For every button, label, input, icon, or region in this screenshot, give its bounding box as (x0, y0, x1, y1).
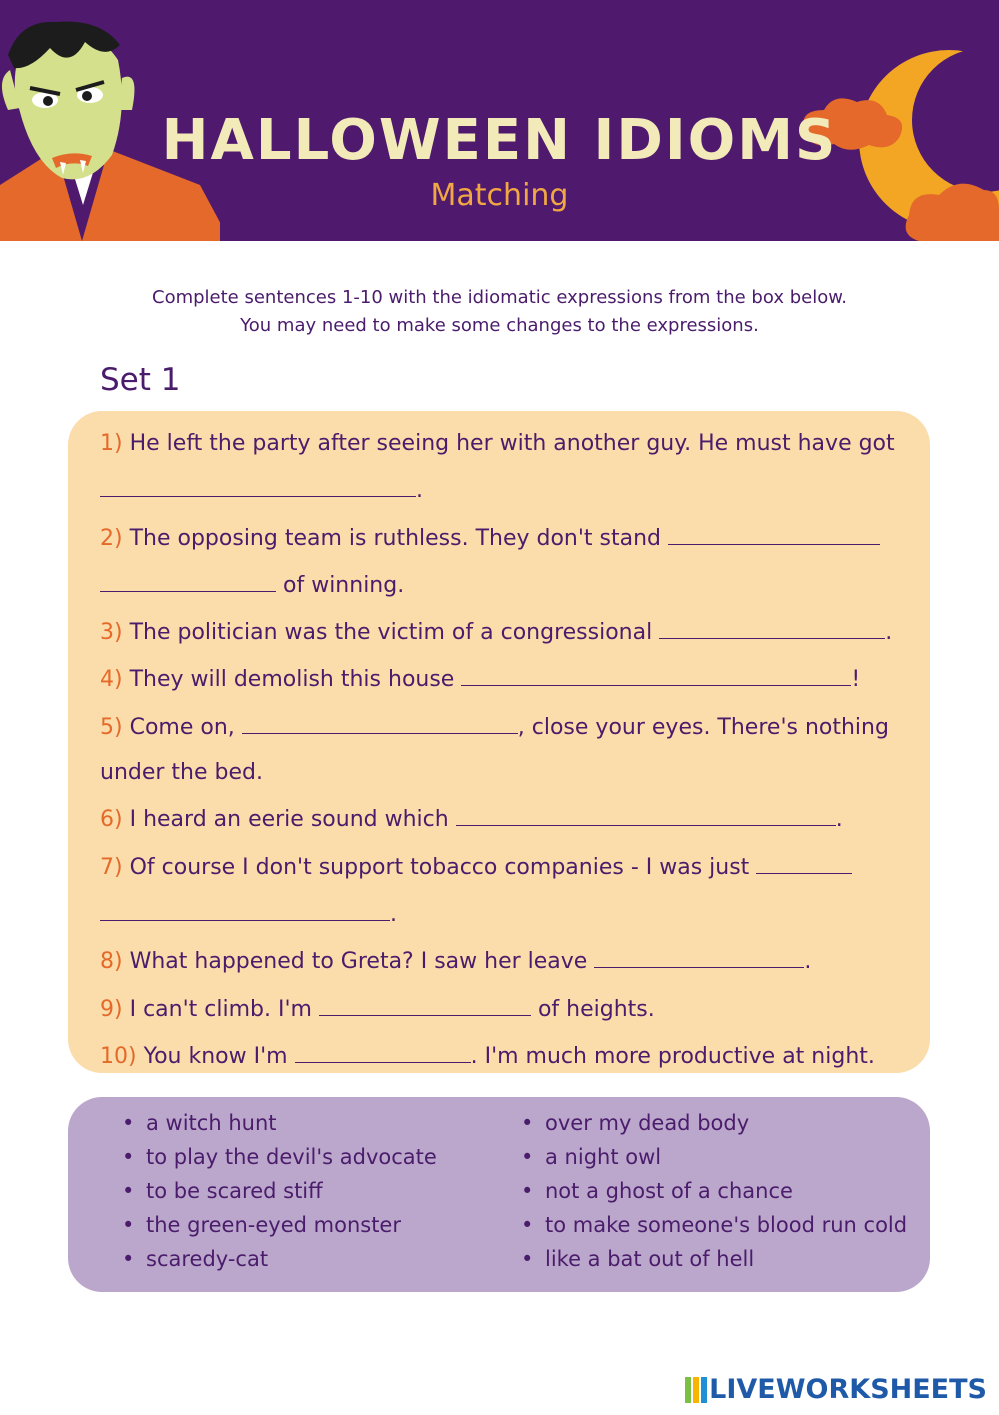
expression-item: • to be scared stiff (122, 1174, 437, 1208)
answer-blank-2-continued[interactable] (100, 561, 276, 592)
page-subtitle: Matching (430, 178, 569, 213)
expressions-list-left (122, 1106, 437, 1276)
brand-name: LIVEWORKSHEETS (709, 1374, 987, 1405)
sentence-text: Come on, (129, 714, 235, 740)
sentence-text: They will demolish this house (129, 667, 455, 693)
answer-blank-4[interactable] (461, 655, 851, 686)
sentence-10 (100, 1032, 900, 1079)
sentence-1 (100, 421, 900, 514)
sentence-number: 6) (100, 807, 123, 833)
sentence-text: . I'm much more productive at night. (470, 1043, 875, 1069)
expression-item: • scaredy-cat (122, 1242, 437, 1276)
page-title: HALLOWEEN IDIOMS (161, 108, 838, 173)
sentence-number: 5) (100, 714, 123, 740)
expression-item: • to play the devil's advocate (122, 1140, 437, 1174)
sentence-text: of winning. (283, 572, 405, 598)
answer-blank-10[interactable] (295, 1032, 471, 1063)
sentence-text: ! (851, 667, 861, 693)
answer-blank-6[interactable] (456, 795, 836, 826)
expression-item: • a witch hunt (122, 1106, 437, 1140)
set-title: Set 1 (100, 362, 181, 398)
sentence-number: 10) (100, 1043, 137, 1069)
sentence-number: 4) (100, 667, 123, 693)
sentence-3 (100, 608, 900, 655)
sentence-text: You know I'm (143, 1043, 288, 1069)
sentences-list (100, 421, 900, 1079)
sentence-9 (100, 985, 900, 1032)
sentence-text: Of course I don't support tobacco companies - I was just (129, 854, 750, 880)
expression-item: • not a ghost of a chance (521, 1174, 907, 1208)
expression-item: • over my dead body (521, 1106, 907, 1140)
sentence-text: The politician was the victim of a congressional (129, 620, 653, 646)
sentence-6 (100, 795, 900, 842)
answer-blank-9[interactable] (319, 985, 531, 1016)
sentence-text: He left the party after seeing her with another guy. He must have got (129, 431, 895, 456)
sentence-text: I can't climb. I'm (129, 996, 312, 1022)
answer-blank-7[interactable] (756, 843, 852, 874)
expressions-list-right (521, 1106, 907, 1276)
instructions (0, 284, 999, 340)
sentence-text: . (390, 901, 397, 927)
answer-blank-3[interactable] (659, 608, 885, 639)
answer-blank-2[interactable] (668, 514, 880, 545)
sentence-2 (100, 514, 900, 609)
answer-blank-7-continued[interactable] (100, 890, 390, 921)
sentence-number: 9) (100, 996, 123, 1022)
sentence-text: . (804, 949, 812, 975)
instructions-line: Complete sentences 1-10 with the idiomatic expressions from the box below. (152, 287, 847, 308)
sentence-text: . (885, 620, 893, 646)
sentence-text: of heights. (537, 996, 655, 1022)
expression-item: • like a bat out of hell (521, 1242, 907, 1276)
sentence-number: 1) (100, 431, 123, 456)
answer-blank-8[interactable] (594, 937, 804, 968)
sentence-4 (100, 655, 900, 702)
answer-blank-1[interactable] (100, 466, 416, 497)
sentence-5 (100, 703, 900, 796)
answer-blank-5[interactable] (242, 703, 518, 734)
expression-item: • the green-eyed monster (122, 1208, 437, 1242)
sentence-text: . (835, 807, 843, 833)
expression-item: • a night owl (521, 1140, 907, 1174)
instructions-line: You may need to make some changes to the expressions. (240, 315, 759, 336)
sentence-number: 8) (100, 949, 123, 975)
liveworksheets-logo-icon (685, 1377, 707, 1403)
sentence-text: What happened to Greta? I saw her leave (129, 949, 588, 975)
sentence-8 (100, 937, 900, 984)
sentence-number: 3) (100, 620, 123, 646)
expression-item: • to make someone's blood run cold (521, 1208, 907, 1242)
header-banner (0, 0, 999, 241)
sentence-text: , close your eyes. There's nothing under the bed. (100, 714, 889, 786)
sentence-text: I heard an eerie sound which (129, 807, 449, 833)
sentence-7 (100, 843, 900, 938)
sentence-number: 7) (100, 854, 123, 880)
sentence-number: 2) (100, 525, 123, 551)
sentence-text: The opposing team is ruthless. They don't stand (129, 525, 662, 551)
liveworksheets-brand[interactable] (685, 1374, 987, 1405)
sentence-text: . (416, 478, 423, 504)
